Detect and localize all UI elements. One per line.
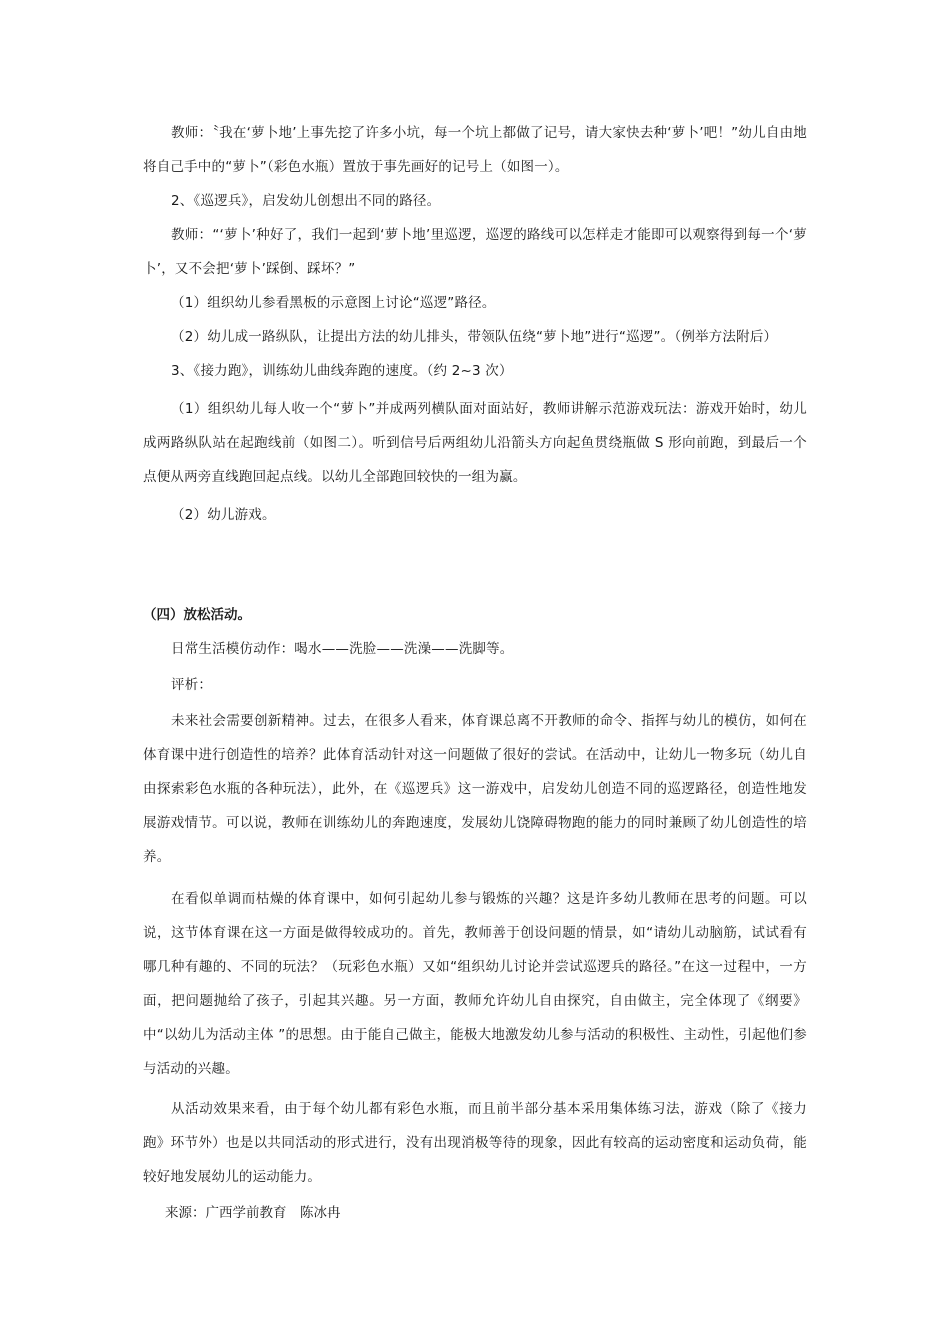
patrol-step-2: （2）幼儿成一路纵队，让提出方法的幼儿排头，带领队伍绕“萝卜地”进行“巡逻”。（例举方法附后） (171, 329, 778, 345)
step-3-relay-title: 3、《接力跑》，训练幼儿曲线奔跑的速度。（约 2~3 次） (171, 363, 513, 379)
source-attribution: 来源：广西学前教育 陈冰冉 (165, 1205, 341, 1221)
review-paragraph-2: 在看似单调而枯燥的体育课中，如何引起幼儿参与锻炼的兴趣？这是许多幼儿教师在思考的问题。可以说，这节体育课在这一方面是做得较成功的。首先，教师善于创设问题的情景，如“请幼儿动脑筋，试试看有哪几种有趣的、不同的玩法？（玩彩色水瓶）又如“组织幼儿讨论并尝试巡逻兵的路径。”在这一过程中，一方面，把问题抛给了孩子，引起其兴趣。另一方面，教师允许幼儿自由探究，自由做主，完全体现了《纲要》中“以幼儿为活动主体 ”的思想。由于能自己做主，能极大地激发幼儿参与活动的积极性、主动性，引起他们参与活动的兴趣。 (143, 891, 807, 1077)
patrol-step-1: （1）组织幼儿参看黑板的示意图上讨论“巡逻”路径。 (171, 295, 496, 311)
relay-step-1: （1）组织幼儿每人收一个“萝卜”并成两列横队面对面站好，教师讲解示范游戏玩法：游戏开始时，幼儿成两路纵队站在起跑线前（如图二）。听到信号后两组幼儿沿箭头方向起鱼贯绕瓶做 S 形向前跑，到最后一个点便从两旁直线跑回起点线。以幼儿全部跑回较快的一组为赢。 (143, 401, 807, 485)
teacher-instruction-patrol: 教师：“‘萝卜’种好了，我们一起到‘萝卜地’里巡逻，巡逻的路线可以怎样走才能即可以观察得到每一个‘萝卜’，又不会把‘萝卜’踩倒、踩坏？” (143, 227, 807, 277)
review-paragraph-1: 未来社会需要创新精神。过去，在很多人看来，体育课总离不开教师的命令、指挥与幼儿的模仿，如何在体育课中进行创造性的培养？此体育活动针对这一问题做了很好的尝试。在活动中，让幼儿一物多玩（幼儿自由探索彩色水瓶的各种玩法），此外，在《巡逻兵》这一游戏中，启发幼儿创造不同的巡逻路径，创造性地发展游戏情节。可以说，教师在训练幼儿的奔跑速度，发展幼儿饶障碍物跑的能力的同时兼顾了幼儿创造性的培养。 (143, 713, 807, 865)
teacher-instruction-planting: 教师：〝我在‘萝卜地’上事先挖了许多小坑，每一个坑上都做了记号，请大家快去种‘萝卜’吧！”幼儿自由地将自己手中的“萝卜”（彩色水瓶）置放于事先画好的记号上（如图一）。 (143, 125, 807, 175)
relax-activity-text: 日常生活模仿动作：喝水——洗脸——洗澡——洗脚等。 (171, 641, 514, 657)
section-heading-relax: （四）放松活动。 (143, 607, 251, 623)
relay-step-2: （2）幼儿游戏。 (171, 507, 276, 523)
review-label: 评析： (171, 677, 213, 693)
review-paragraph-3: 从活动效果来看，由于每个幼儿都有彩色水瓶，而且前半部分基本采用集体练习法，游戏（除了《接力跑》环节外）也是以共同活动的形式进行，没有出现消极等待的现象，因此有较高的运动密度和运动负荷，能较好地发展幼儿的运动能力。 (143, 1101, 807, 1185)
step-2-patrol-title: 2、《巡逻兵》，启发幼儿创想出不同的路径。 (171, 193, 441, 209)
